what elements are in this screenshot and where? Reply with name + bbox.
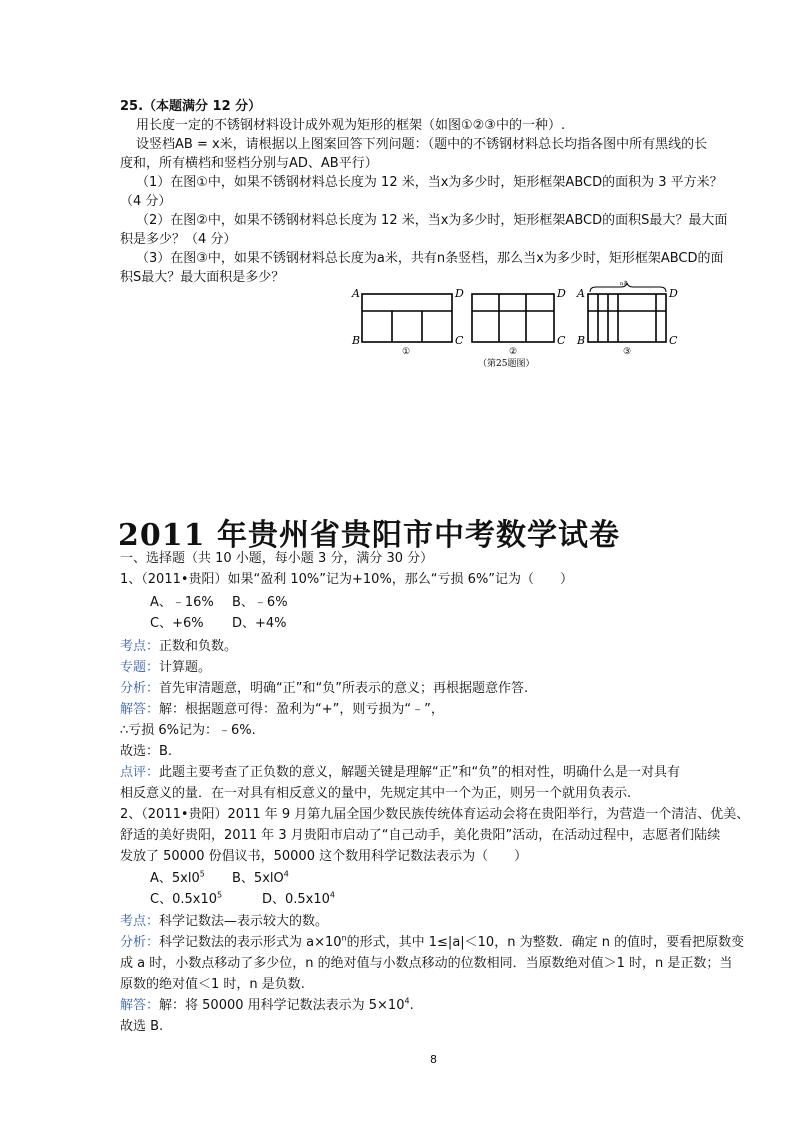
question-1-stem: 1、（2011•贵阳）如果“盈利 10%”记为+10%，那么“亏损 6%”记为（ ） [120, 572, 574, 587]
figure-1-label-d: D [455, 287, 464, 300]
question-2-fenxi-cont1: 成 a 时，小数点移动了多少位，n 的绝对值与小数点移动的位数相同．当原数绝对值＞1 时，n 是正数；当 [120, 956, 733, 971]
question-1-dianping-cont: 相反意义的量．在一对具有相反意义的量中，先规定其中一个为正，则另一个就用负表示. [120, 786, 632, 801]
question-25-header: 25.（本题满分 12 分） [120, 99, 262, 114]
jieda-label: 解答： [120, 998, 160, 1013]
question-1-option-a: A、﹣16% [150, 595, 214, 610]
question-25-setup-line1: 设竖档AB = x米，请根据以上图案回答下列问题：（题中的不锈钢材料总长均指各图中所有黑线的长 [136, 137, 708, 152]
question-2-option-d: D、$0.5x10^4$ [262, 890, 336, 907]
question-1-fenxi [120, 679, 528, 698]
dianping-text: 此题主要考查了正负数的意义，解题关键是理解“正”和“负”的相对性，明确什么是一对具有 [159, 765, 680, 780]
figure-3-frame [588, 294, 666, 342]
question-25-intro: 用长度一定的不锈钢材料设计成外观为矩形的框架（如图①②③中的一种）. [136, 118, 566, 133]
dianping-label: 点评： [120, 765, 160, 780]
question-2-option-c: C、$0.5x10^5$ [150, 890, 223, 907]
question-2-stem-line2: 舒适的美好贵阳，2011 年 3 月贵阳市启动了“自己动手，美化贵阳”活动，在活动过程中，志愿者们陆续 [120, 828, 721, 843]
figure-3-label-c: C [669, 334, 678, 347]
question-1-dianping [120, 763, 680, 782]
figure-3-label-a: A [577, 287, 585, 300]
question-25-figure [340, 280, 690, 370]
kaodian-text: 正数和负数。 [159, 639, 238, 654]
fenxi-text: 首先审清题意，明确“正”和“负”所表示的意义；再根据题意作答. [159, 681, 529, 696]
question-25-part1-line2: （4 分） [120, 194, 172, 209]
question-2-kaodian [120, 912, 328, 931]
figure-3-number: ③ [623, 347, 632, 357]
question-2-option-a: A、$5xl0^5$ [150, 869, 205, 886]
question-2-answer: 故选 B. [120, 1019, 164, 1034]
kaodian-label: 考点： [120, 914, 160, 929]
question-25-part2-line2: 积是多少？（4 分） [120, 232, 237, 247]
question-1-option-d: D、+4% [232, 616, 287, 631]
kaodian-label: 考点： [120, 639, 160, 654]
figure-1-frame [362, 294, 452, 342]
figure-2-number: ② [509, 347, 518, 357]
question-25-part3-line1: （3）在图③中，如果不锈钢材料总长度为a米，共有n条竖档，那么当x为多少时，矩形框架ABCD的面 [136, 251, 724, 266]
fenxi-label: 分析： [120, 681, 160, 696]
figure-1-label-a: A [352, 287, 360, 300]
figure-2-frame [472, 294, 554, 342]
question-1-kaodian [120, 637, 237, 656]
zhuanti-label: 专题： [120, 660, 160, 675]
exam-title: 2011 年贵州省贵阳市中考数学试卷 [118, 518, 620, 553]
figure-1-label-b: B [352, 334, 361, 347]
fenxi-label: 分析： [120, 935, 160, 950]
question-1-option-b: B、﹣6% [232, 595, 288, 610]
question-25-part1-line1: （1）在图①中，如果不锈钢材料总长度为 12 米，当x为多少时，矩形框架ABCD的面积为 3 平方米？ [136, 175, 723, 190]
question-2-fenxi-cont2: 原数的绝对值＜1 时，n 是负数. [120, 977, 305, 992]
question-25-setup-line2: 度和，所有横档和竖档分别与AD、AB平行） [120, 156, 378, 171]
figure-1-label-c: C [455, 334, 464, 347]
jieda-text: 解：根据题意可得：盈利为“+”，则亏损为“﹣”， [159, 702, 444, 717]
question-2-stem-line1: 2、（2011•贵阳）2011 年 9 月第九届全国少数民族传统体育运动会将在贵阳举行，为营造一个清洁、优美、 [120, 807, 750, 822]
question-25-part2-line1: （2）在图②中，如果不锈钢材料总长度为 12 米，当x为多少时，矩形框架ABCD的面积S最大？最大面 [136, 213, 728, 228]
figure-3-brace-label: n条 [620, 281, 629, 287]
figure-1-number: ① [402, 347, 411, 357]
figure-2-label-d: D [557, 287, 566, 300]
question-25-part3-line2: 积S最大？最大面积是多少？ [120, 270, 285, 285]
kaodian-text: 科学记数法—表示较大的数。 [159, 914, 329, 929]
question-1-answer: 故选：B. [120, 744, 173, 759]
question-2-fenxi: 分析：科学记数法的表示形式为 $a\times 10^n$的形式，其中 1≤|a|＜10，n 为整数．确定 n 的值时，要看把原数变 [120, 933, 745, 950]
question-1-therefore: ∴亏损 6%记为：﹣6%. [120, 723, 256, 738]
question-2-stem-line3: 发放了 50000 份倡议书，50000 这个数用科学记数法表示为（ ） [120, 849, 528, 864]
question-1-jieda [120, 700, 444, 719]
question-2-jieda: 解答：解：将 50000 用科学记数法表示为 $5\times 10^4$. [120, 996, 414, 1013]
question-2-option-b: B、5xlO$^4$ [232, 869, 289, 886]
figure-3-label-b: B [577, 334, 586, 347]
section-1-heading: 一、选择题（共 10 小题，每小题 3 分，满分 30 分） [120, 551, 434, 566]
figure-caption: （第25题图） [478, 359, 535, 369]
figure-3-label-d: D [669, 287, 678, 300]
jieda-label: 解答： [120, 702, 160, 717]
page-number: 8 [430, 1053, 437, 1066]
zhuanti-text: 计算题。 [159, 660, 212, 675]
figure-2-label-c: C [557, 334, 566, 347]
question-1-zhuanti [120, 658, 211, 677]
question-1-option-c: C、+6% [150, 616, 204, 631]
